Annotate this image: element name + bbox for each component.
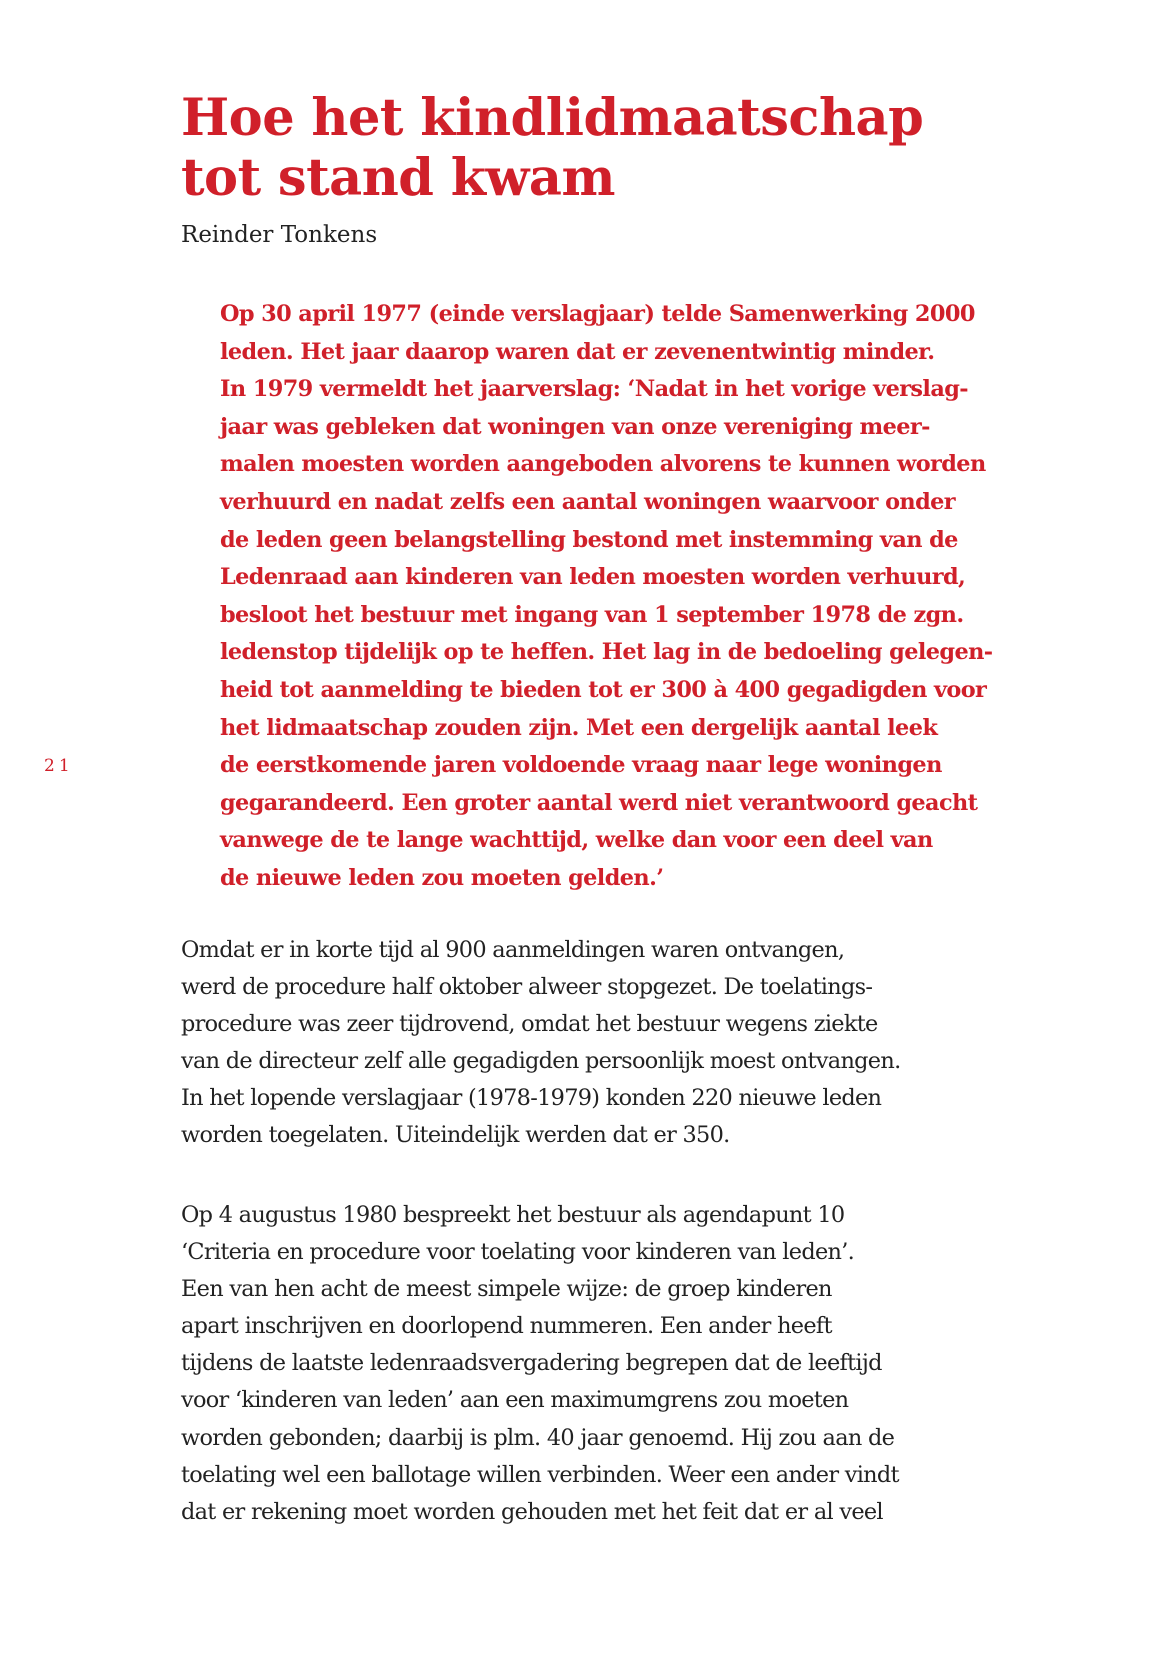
quote-line: In 1979 vermeldt het jaarverslag: ‘Nadat in het vorige verslag- [220,376,968,403]
text-line: tijdens de laatste ledenraadsvergadering begrepen dat de leeftijd [181,1350,882,1377]
text-line: Een van hen acht de meest simpele wijze: de groep kinderen [181,1276,832,1303]
pull-quote [220,296,1050,898]
text-line: toelating wel een ballotage willen verbinden. Weer een ander vindt [181,1461,899,1488]
quote-line: Ledenraad aan kinderen van leden moesten worden verhuurd, [220,564,966,591]
quote-line: heid tot aanmelding te bieden tot er 300 à 400 gegadigden voor [220,676,987,703]
text-line: Op 4 augustus 1980 bespreekt het bestuur als agendapunt 10 [181,1202,845,1228]
text-line: worden gebonden; daarbij is plm. 40 jaar genoemd. Hij zou aan de [181,1424,895,1451]
body-paragraph [181,932,1061,1155]
quote-line: de eerstkomende jaren voldoende vraag naar lege woningen [220,752,942,779]
quote-line: het lidmaatschap zouden zijn. Met een dergelijk aantal leek [220,714,938,741]
text-line: van de directeur zelf alle gegadigden persoonlijk moest ontvangen. [181,1048,901,1075]
quote-line: jaar was gebleken dat woningen van onze vereniging meer- [220,413,930,440]
article-title [181,88,923,208]
text-line: procedure was zeer tijdrovend, omdat het bestuur wegens ziekte [181,1011,878,1038]
title-line: Hoe het kindlidmaatschap [181,88,924,148]
text-line: apart inschrijven en doorlopend nummeren. Een ander heeft [181,1313,832,1340]
quote-line: ledenstop tijdelijk op te heffen. Het lag in de bedoeling gelegen- [220,639,993,666]
text-line: Omdat er in korte tijd al 900 aanmeldingen waren ontvangen, [181,937,845,963]
quote-line: de leden geen belangstelling bestond met instemming van de [220,526,958,553]
quote-line: besloot het bestuur met ingang van 1 september 1978 de zgn. [220,601,964,628]
text-line: voor ‘kinderen van leden’ aan een maximumgrens zou moeten [181,1387,849,1414]
quote-line: vanwege de te lange wachttijd, welke dan voor een deel van [220,827,933,854]
quote-line: malen moesten worden aangeboden alvorens te kunnen worden [220,451,986,478]
quote-line: verhuurd en nadat zelfs een aantal woningen waarvoor onder [220,488,955,515]
text-line: dat er rekening moet worden gehouden met het feit dat er al veel [181,1498,883,1525]
quote-line: Op 30 april 1977 (einde verslagjaar) telde Samenwerking 2000 [220,301,975,327]
quote-line: de nieuwe leden zou moeten gelden.’ [220,864,664,891]
quote-line: gegarandeerd. Een groter aantal werd niet verantwoord geacht [220,789,978,816]
text-line: werd de procedure half oktober alweer stopgezet. De toelatings- [181,974,873,1001]
quote-line: leden. Het jaar daarop waren dat er zevenentwintig minder. [220,338,935,365]
article-author: Reinder Tonkens [181,222,378,248]
body-paragraph [181,1197,1061,1531]
text-line: worden toegelaten. Uiteindelijk werden dat er 350. [181,1122,730,1149]
text-line: In het lopende verslagjaar (1978-1979) konden 220 nieuwe leden [181,1085,882,1112]
page-number: 21 [44,756,74,776]
text-line: ‘Criteria en procedure voor toelating voor kinderen van leden’. [181,1239,855,1266]
title-line: tot stand kwam [181,148,615,208]
